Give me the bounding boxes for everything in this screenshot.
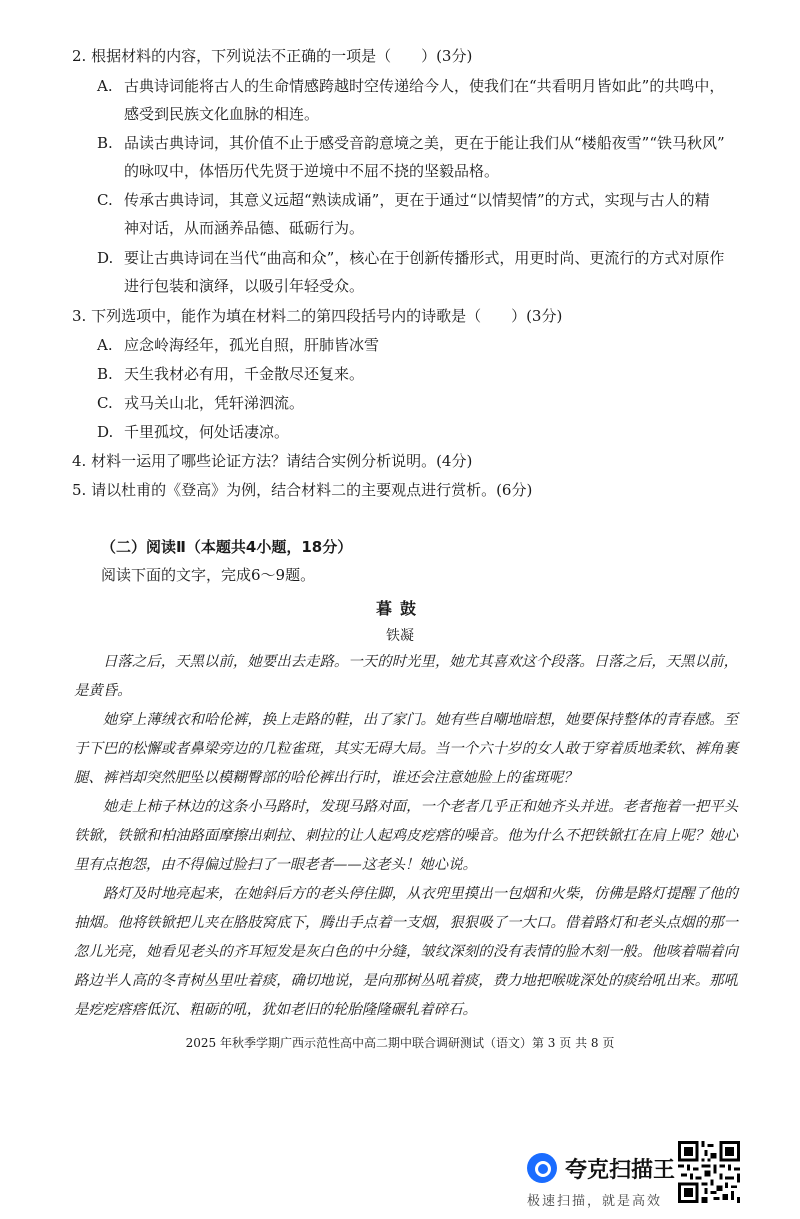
story-paragraph-1: 日落之后，天黑以前，她要出去走路。一天的时光里，她尤其喜欢这个段落。日落之后，天黑以前，是黄昏。 <box>74 654 738 699</box>
q2-option-a-line2: 感受到民族文化血脉的相连。 <box>124 105 320 123</box>
q3-option-b-text: 天生我材必有用，千金散尽还复来。 <box>124 365 365 383</box>
section-instruction: 阅读下面的文字，完成6～9题。 <box>101 566 316 584</box>
scanner-brand-slogan: 极速扫描，就是高效 <box>527 1194 663 1209</box>
q2-option-b-letter: B. <box>97 134 113 152</box>
story-title: 暮鼓 <box>375 599 424 618</box>
q2-option-b-line1: 品读古典诗词，其价值不止于感受音韵意境之美，更在于能让我们从“楼船夜雪”“铁马秋风” <box>124 134 725 152</box>
q3-option-c-letter: C. <box>97 394 113 412</box>
q3-option-a-letter: A. <box>97 336 113 354</box>
q2-option-a-letter: A. <box>97 77 113 95</box>
question-2-stem: 2. 根据材料的内容，下列说法不正确的一项是（ ）(3分) <box>72 47 473 65</box>
q2-option-d-line2: 进行包装和演绎，以吸引年轻受众。 <box>124 277 365 295</box>
story-paragraph-4: 路灯及时地亮起来，在她斜后方的老头停住脚，从衣兜里摸出一包烟和火柴，仿佛是路灯提醒了他的抽烟。他将铁锨把儿夹在胳肢窝底下，腾出手点着一支烟，狠狠吸了一大口。借着路灯和老头点烟的那一忽儿光亮，她看见老头的齐耳短发是灰白色的中分缝，皱纹深刻的没有表情的脸木刻一般。他咳着喘着向路边半人高的冬青树丛里吐着痰，确切地说，是向那树丛吼着痰，费力地把喉咙深处的痰给吼出来。那吼是疙疙瘩瘩低沉、粗砺的吼，犹如老旧的轮胎隆隆碾轧着碎石。 <box>74 886 738 1018</box>
story-paragraph-2: 她穿上薄绒衣和哈伦裤，换上走路的鞋，出了家门。她有些自嘲地暗想，她要保持整体的青春感。至于下巴的松懈或者鼻梁旁边的几粒雀斑，其实无碍大局。当一个六十岁的女人敢于穿着质地柔软、裤角裹腿、裤裆却突然肥坠以模糊臀部的哈伦裤出行时，谁还会注意她脸上的雀斑呢？ <box>74 712 738 786</box>
section-heading: （二）阅读Ⅱ（本题共4小题，18分） <box>101 538 353 556</box>
question-5: 5. 请以杜甫的《登高》为例，结合材料二的主要观点进行赏析。(6分) <box>72 481 533 499</box>
scanner-logo-icon <box>527 1153 557 1183</box>
q2-option-c-letter: C. <box>97 191 113 209</box>
question-3-stem: 3. 下列选项中，能作为填在材料二的第四段括号内的诗歌是（ ）(3分) <box>72 307 563 325</box>
qr-code-icon <box>678 1141 740 1203</box>
q2-option-a-line1: 古典诗词能将古人的生命情感跨越时空传递给今人，使我们在“共看明月皆如此”的共鸣中， <box>124 77 725 95</box>
story-author: 铁凝 <box>386 628 414 644</box>
q2-option-c-line1: 传承古典诗词，其意义远超“熟读成诵”，更在于通过“以情契情”的方式，实现与古人的精 <box>124 191 710 209</box>
q2-option-d-letter: D. <box>97 249 114 267</box>
q2-option-c-line2: 神对话，从而涵养品德、砥砺行为。 <box>124 219 365 237</box>
q3-option-a-text: 应念岭海经年，孤光自照，肝肺皆冰雪 <box>124 336 380 354</box>
q2-option-b-line2: 的咏叹中，体悟历代先贤于逆境中不屈不挠的坚毅品格。 <box>124 162 500 180</box>
scanner-brand-name: 夸克扫描王 <box>565 1158 676 1183</box>
q2-option-d-line1: 要让古典诗词在当代“曲高和众”，核心在于创新传播形式，用更时尚、更流行的方式对原作 <box>124 249 725 267</box>
q3-option-d-text: 千里孤坟，何处话凄凉。 <box>124 423 290 441</box>
question-4: 4. 材料一运用了哪些论证方法？请结合实例分析说明。(4分) <box>72 452 473 470</box>
scanner-brand <box>527 1147 677 1207</box>
q3-option-b-letter: B. <box>97 365 113 383</box>
page-footer: 2025 年秋季学期广西示范性高中高二期中联合调研测试（语文）第 3 页 共 8 页 <box>185 1036 615 1050</box>
q3-option-d-letter: D. <box>97 423 114 441</box>
q3-option-c-text: 戎马关山北，凭轩涕泗流。 <box>124 394 305 412</box>
story-paragraph-3: 她走上柿子林边的这条小马路时，发现马路对面，一个老者几乎正和她齐头并进。老者拖着一把平头铁锨，铁锨和柏油路面摩擦出刺拉、刺拉的让人起鸡皮疙瘩的噪音。他为什么不把铁锨扛在肩上呢？她心里有点抱怨，由不得偏过脸扫了一眼老者——这老头！她心说。 <box>74 799 738 873</box>
